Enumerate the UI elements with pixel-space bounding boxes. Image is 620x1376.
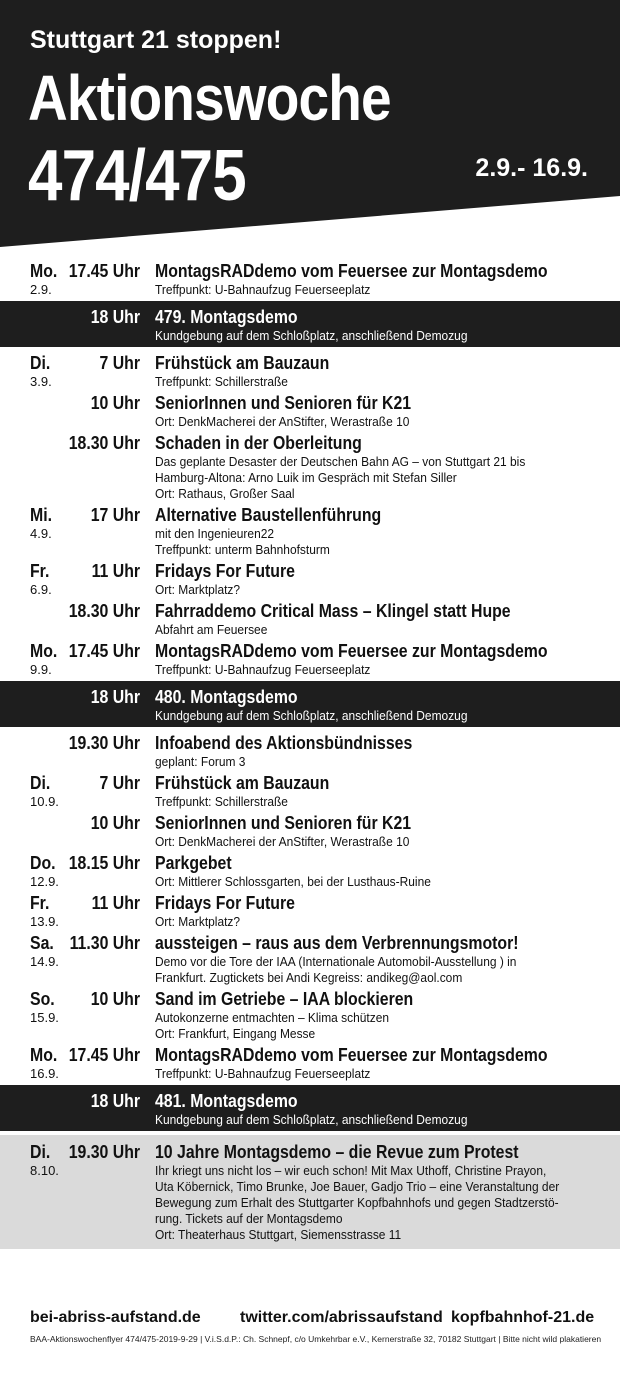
event-time: 7 Uhr [99,773,140,793]
event-time: 17.45 Uhr [68,641,140,661]
event-description-line: Ort: Frankfurt, Eingang Messe [155,1026,316,1041]
event-description-line: Uta Köbernick, Timo Brunke, Joe Bauer, Gadjo Trio – eine Veranstaltung der [155,1179,560,1194]
event-day: Di. [30,773,51,793]
montagsdemo-row [0,681,620,727]
event-content [155,1088,610,1128]
event-content [155,558,610,598]
event-row [0,850,620,890]
event-time: 17 Uhr [90,505,140,525]
event-row [0,558,620,598]
event-content [155,684,610,724]
event-title: Fridays For Future [155,561,295,581]
event-time: 7 Uhr [99,353,140,373]
event-date: 14.9. [30,954,59,969]
event-content [155,638,610,678]
event-row [0,890,620,930]
website-link[interactable]: bei-abriss-aufstand.de [30,1309,201,1326]
event-description-line: Kundgebung auf dem Schloßplatz, anschließend Demozug [155,1112,468,1127]
event-row [0,502,620,558]
event-time: 18 Uhr [90,687,140,707]
header-number: 474/475 [28,136,246,216]
event-content [155,598,610,638]
event-description-line: Hamburg-Altona: Arno Luik im Gespräch mit Stefan Siller [155,470,457,485]
event-content [155,810,610,850]
event-list [0,258,620,1249]
header-subtitle: Stuttgart 21 stoppen! [30,26,282,54]
event-day: Mo. [30,1045,58,1065]
event-content [155,258,610,298]
event-time: 10 Uhr [90,393,140,413]
event-description-line: Autokonzerne entmachten – Klima schützen [155,1010,390,1025]
event-description-line: Frankfurt. Zugtickets bei Andi Kegreiss: andikeg@aol.com [155,970,463,985]
event-day: Fr. [30,561,50,581]
event-row [0,930,620,986]
header-banner [0,0,620,250]
event-date: 10.9. [30,794,59,809]
twitter-link[interactable]: twitter.com/abrissaufstand [240,1309,443,1326]
event-day: So. [30,989,55,1009]
event-title: 479. Montagsdemo [155,307,298,327]
event-row [0,598,620,638]
event-description-line: Das geplante Desaster der Deutschen Bahn AG – von Stuttgart 21 bis [155,454,526,469]
event-description-line: Ort: Mittlerer Schlossgarten, bei der Lusthaus-Ruine [155,874,431,889]
montagsdemo-row [0,1085,620,1131]
event-content [155,930,610,986]
event-description-line: Treffpunkt: U-Bahnaufzug Feuerseeplatz [155,282,371,297]
event-content [155,730,610,770]
event-date: 3.9. [30,374,52,389]
event-time: 17.45 Uhr [68,261,140,281]
event-description-line: Demo vor die Tore der IAA (Internationale Automobil-Ausstellung ) in [155,954,517,969]
event-time: 17.45 Uhr [68,1045,140,1065]
event-row [0,730,620,770]
event-content [155,850,610,890]
event-title: Parkgebet [155,853,232,873]
event-description-line: mit den Ingenieuren22 [155,526,275,541]
event-description-line: Ort: DenkMacherei der AnStifter, Werastraße 10 [155,834,410,849]
event-day: Sa. [30,933,54,953]
event-row [0,1135,620,1249]
event-title: Schaden in der Oberleitung [155,433,362,453]
kopfbahnhof-link[interactable]: kopfbahnhof-21.de [451,1309,595,1326]
event-time: 18.15 Uhr [68,853,140,873]
event-date: 9.9. [30,662,52,677]
event-content [155,1042,610,1082]
event-description-line: geplant: Forum 3 [155,754,246,769]
event-title: Frühstück am Bauzaun [155,773,330,793]
event-row [0,350,620,390]
event-description-line: Treffpunkt: U-Bahnaufzug Feuerseeplatz [155,662,371,677]
event-row [0,638,620,678]
header-date-range: 2.9.- 16.9. [475,154,588,182]
event-description-line: Treffpunkt: Schillerstraße [155,794,288,809]
event-description-line: Ort: Marktplatz? [155,582,241,597]
event-description-line: Ort: Theaterhaus Stuttgart, Siemensstrasse 11 [155,1227,402,1242]
event-description-line: Ihr kriegt uns nicht los – wir euch schon! Mit Max Uthoff, Christine Prayon, [155,1163,547,1178]
event-date: 6.9. [30,582,52,597]
imprint-text: BAA-Aktionswochenflyer 474/475-2019-9-29 | V.i.S.d.P.: Ch. Schnepf, c/o Umkehrbar e.V., Kernerstraße 32, 70182 Stuttgart | Bitte nicht wild plakatieren [30,1334,602,1344]
event-title: SeniorInnen und Senioren für K21 [155,393,412,413]
event-date: 13.9. [30,914,59,929]
event-title: Frühstück am Bauzaun [155,353,330,373]
event-time: 18.30 Uhr [68,601,140,621]
event-description-line: Kundgebung auf dem Schloßplatz, anschließend Demozug [155,328,468,343]
event-day: Mo. [30,261,58,281]
event-title: MontagsRADdemo vom Feuersee zur Montagsdemo [155,261,548,281]
header-title: Aktionswoche [28,62,391,134]
event-day: Mi. [30,505,52,525]
event-row [0,390,620,430]
event-day: Mo. [30,641,58,661]
event-row [0,770,620,810]
event-day: Di. [30,353,51,373]
event-title: 481. Montagsdemo [155,1091,298,1111]
event-row [0,258,620,298]
event-time: 10 Uhr [90,989,140,1009]
event-content [155,430,610,502]
event-time: 11 Uhr [91,561,140,581]
event-title: Fahrraddemo Critical Mass – Klingel statt Hupe [155,601,511,621]
event-description-line: Bewegung zum Erhalt des Stuttgarter Kopfbahnhofs und gegen Stadtzerstö- [155,1195,559,1210]
event-date: 2.9. [30,282,52,297]
event-content [155,502,610,558]
event-row [0,1042,620,1082]
event-date: 16.9. [30,1066,59,1081]
event-description-line: Ort: DenkMacherei der AnStifter, Werastraße 10 [155,414,410,429]
event-description-line: Ort: Marktplatz? [155,914,241,929]
event-time: 18 Uhr [90,307,140,327]
event-description-line: Treffpunkt: U-Bahnaufzug Feuerseeplatz [155,1066,371,1081]
event-description-line: Abfahrt am Feuersee [155,622,268,637]
event-description-line: Treffpunkt: unterm Bahnhofsturm [155,542,330,557]
event-title: MontagsRADdemo vom Feuersee zur Montagsdemo [155,641,548,661]
event-description-line: Ort: Rathaus, Großer Saal [155,486,295,501]
event-time: 11.30 Uhr [69,933,140,953]
event-day: Do. [30,853,56,873]
event-date: 15.9. [30,1010,59,1025]
event-row [0,986,620,1042]
event-title: Fridays For Future [155,893,295,913]
event-time: 19.30 Uhr [68,733,140,753]
event-row [0,810,620,850]
event-content [155,350,610,390]
event-title: 10 Jahre Montagsdemo – die Revue zum Protest [155,1142,519,1162]
event-title: aussteigen – raus aus dem Verbrennungsmotor! [155,933,519,953]
event-content [155,390,610,430]
event-title: 480. Montagsdemo [155,687,298,707]
event-date: 4.9. [30,526,52,541]
event-content [155,304,610,344]
event-title: SeniorInnen und Senioren für K21 [155,813,412,833]
event-title: Infoabend des Aktionsbündnisses [155,733,413,753]
event-row [0,430,620,502]
event-description-line: Treffpunkt: Schillerstraße [155,374,288,389]
event-title: Sand im Getriebe – IAA blockieren [155,989,414,1009]
event-time: 18 Uhr [90,1091,140,1111]
event-time: 11 Uhr [91,893,140,913]
event-date: 8.10. [30,1163,59,1178]
event-time: 10 Uhr [90,813,140,833]
event-title: Alternative Baustellenführung [155,505,382,525]
event-date: 12.9. [30,874,59,889]
event-content [155,770,610,810]
event-content [155,986,610,1042]
montagsdemo-row [0,301,620,347]
event-description-line: Kundgebung auf dem Schloßplatz, anschließend Demozug [155,708,468,723]
event-title: MontagsRADdemo vom Feuersee zur Montagsdemo [155,1045,548,1065]
event-content [155,890,610,930]
event-description-line: rung. Tickets auf der Montagsdemo [155,1211,343,1226]
event-time: 19.30 Uhr [68,1142,140,1162]
event-time: 18.30 Uhr [68,433,140,453]
event-content [155,1139,610,1243]
event-day: Di. [30,1142,51,1162]
event-day: Fr. [30,893,50,913]
